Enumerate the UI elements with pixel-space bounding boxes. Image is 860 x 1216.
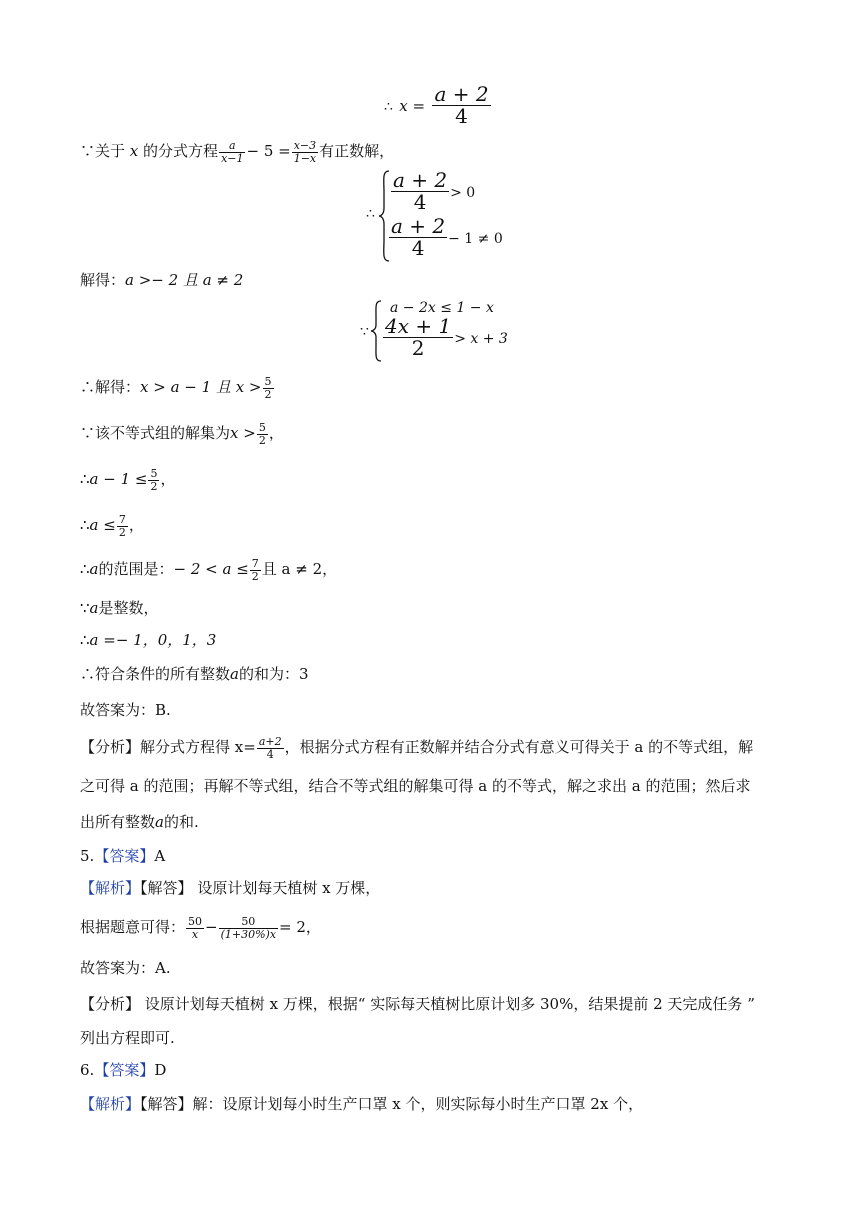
equation-x-value: ∴ x = $\frac{a + 2}{4}$ [384,82,489,128]
analysis-line: 出所有整数a的和. [80,813,199,831]
fraction: $\frac{x-3}{1-x}$ [293,139,317,165]
fraction: $\frac{7}{2}$ [251,557,259,583]
question-5-equation: 根据题意可得： $\frac{50}{x}$ − $\frac{50}{(1+30\%)x}$ = 2， [80,915,321,941]
solution-tag: 【解析】 [80,1095,141,1113]
fraction: $\frac{a+2}{4}$ [258,735,282,761]
answer-line: 故答案为：B. [80,701,171,719]
answer-tag: 【答案】 [94,847,155,865]
text-line: ∴a ≤ $\frac{7}{2}$ ， [80,513,144,539]
fraction: $\frac{a + 2}{4}$ [434,82,489,128]
fraction: $\frac{a}{x-1}$ [221,139,244,165]
analysis-line: 【分析】解分式方程得 x= $\frac{a+2}{4}$ ，根据分式方程有正数解并结合分式有意义可得关于 a 的不等式组，解 [80,735,754,761]
question-5-solution: 【解析】【解答】 设原计划每天植树 x 万棵， [80,879,381,897]
text-line: ∵a是整数， [80,599,159,617]
brace-icon [370,300,382,362]
fraction: $\frac{5}{2}$ [258,421,266,447]
fraction: $\frac{5}{2}$ [264,375,272,401]
text-line: ∴a − 1 ≤ $\frac{5}{2}$ ， [80,467,176,493]
fraction: $\frac{7}{2}$ [118,513,126,539]
inequality-system-1: ∴ $\frac{a + 2}{4}$ > 0 $\frac{a + 2}{4}$ − 1 ≠ 0 [366,168,503,260]
system-row: $\frac{4x + 1}{2}$ > x + 3 [385,314,508,360]
text-line: 解得：a >− 2 且 a ≠ 2 [80,271,244,289]
analysis-line: 列出方程即可. [80,1029,175,1047]
answer-line: 故答案为：A. [80,959,171,977]
fraction: $\frac{a + 2}{4}$ [393,168,448,214]
fraction: $\frac{50}{(1+30\%)x}$ [220,915,277,941]
answer-tag: 【答案】 [94,1061,155,1079]
text-line: ∴a =− 1，0，1，3 [80,631,217,649]
question-5-answer: 5.【答案】A [80,847,166,865]
fraction: $\frac{4x + 1}{2}$ [385,314,452,360]
text-line: ∴符合条件的所有整数a的和为：3 [80,665,309,683]
text-line: ∵关于 x 的分式方程 $\frac{a}{x-1}$ − 5 = $\frac{x-3}{1-x}$ 有正数解， [80,139,395,165]
analysis-line: 之可得 a 的范围；再解不等式组，结合不等式组的解集可得 a 的不等式，解之求出 a 的范围；然后求 [80,777,751,795]
fraction: $\frac{a + 2}{4}$ [391,214,446,260]
text-line: ∴a的范围是：− 2 < a ≤ $\frac{7}{2}$ 且 a ≠ 2， [80,557,338,583]
text-line: ∵该不等式组的解集为x > $\frac{5}{2}$ ， [80,421,284,447]
system-row: $\frac{a + 2}{4}$ − 1 ≠ 0 [391,214,503,260]
inequality-system-2: ∵ a − 2x ≤ 1 − x $\frac{4x + 1}{2}$ > x + 3 [360,300,508,360]
fraction: $\frac{50}{x}$ [188,915,203,941]
analysis-line: 【分析】 设原计划每天植树 x 万棵，根据“ 实际每天植树比原计划多 30%，结果提前 2 天完成任务 ” [80,995,755,1013]
question-6-solution: 【解析】【解答】解：设原计划每小时生产口罩 x 个，则实际每小时生产口罩 2x 个， [80,1095,644,1113]
system-row: $\frac{a + 2}{4}$ > 0 [393,168,476,214]
question-6-answer: 6.【答案】D [80,1061,167,1079]
explain-tag: 【解答】 [140,879,193,897]
analysis-tag: 【分析】 [80,995,141,1013]
text-line: ∴解得：x > a − 1 且 x > $\frac{5}{2}$ [80,375,272,401]
explain-tag: 【解答】 [140,1095,193,1113]
fraction: $\frac{5}{2}$ [150,467,158,493]
analysis-tag: 【分析】 [80,738,141,757]
solution-tag: 【解析】 [80,879,141,897]
